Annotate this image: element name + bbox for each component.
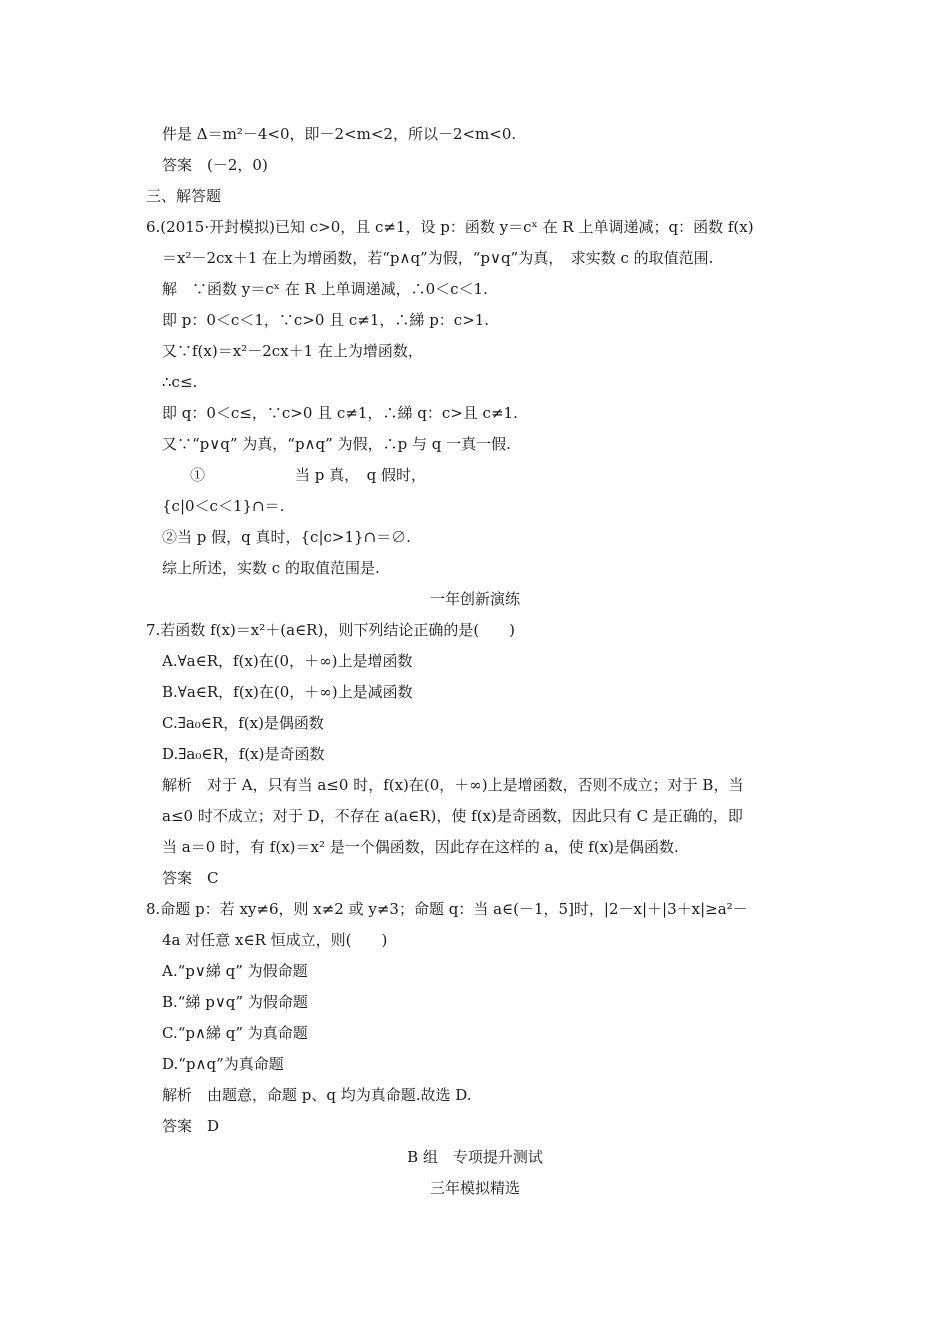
question-7-analysis-line-2: a≤0 时不成立；对于 D，不存在 a(a∈R)，使 f(x)是奇函数，因此只有 C 是正确的，即 bbox=[162, 807, 743, 825]
solution-6-conclusion: 综上所述，实数 c 的取值范围是. bbox=[162, 559, 380, 577]
solution-6-line-4: ∴c≤. bbox=[162, 373, 198, 391]
solution-6-case-1-set: {c|0＜c＜1}∩＝. bbox=[162, 497, 285, 515]
question-8-option-a: A.“p∨綈 q” 为假命题 bbox=[162, 962, 308, 980]
question-7-option-a: A.∀a∈R，f(x)在(0，＋∞)上是增函数 bbox=[162, 652, 413, 670]
question-7-analysis-line-3: 当 a＝0 时，有 f(x)＝x² 是一个偶函数，因此存在这样的 a，使 f(x)是偶函数. bbox=[162, 838, 679, 856]
question-6-line-1: 6.(2015·开封模拟)已知 c>0，且 c≠1，设 p：函数 y＝cˣ 在 R 上单调递减；q：函数 f(x) bbox=[146, 218, 754, 236]
question-8-option-c: C.“p∧綈 q” 为真命题 bbox=[162, 1024, 308, 1042]
question-8-option-d: D.“p∧q”为真命题 bbox=[162, 1055, 284, 1073]
section-title-three-year: 三年模拟精选 bbox=[429, 1179, 520, 1197]
question-8-stem-line-1: 8.命题 p：若 xy≠6，则 x≠2 或 y≠3；命题 q：当 a∈(－1，5]时，|2－x|＋|3＋x|≥a²－ bbox=[146, 900, 748, 918]
question-7-option-b: B.∀a∈R，f(x)在(0，＋∞)上是减函数 bbox=[162, 683, 413, 701]
solution-6-case-2: ②当 p 假，q 真时，{c|c>1}∩＝∅. bbox=[162, 528, 411, 546]
section-title-innovation: 一年创新演练 bbox=[429, 590, 520, 608]
question-7-answer: 答案 C bbox=[162, 869, 219, 887]
solution-6-case-1: ① 当 p 真， q 假时， bbox=[190, 466, 427, 484]
question-6-line-2: ＝x²－2cx＋1 在上为增函数，若“p∧q”为假，“p∨q”为真， 求实数 c 的取值范围. bbox=[162, 249, 714, 267]
question-7-analysis-line-1: 解析 对于 A，只有当 a≤0 时，f(x)在(0，＋∞)上是增函数，否则不成立；对于 B，当 bbox=[162, 776, 744, 794]
question-7-option-d: D.∃a₀∈R，f(x)是奇函数 bbox=[162, 745, 325, 763]
solution-6-line-6: 又∵“p∨q” 为真，“p∧q” 为假，∴p 与 q 一真一假. bbox=[162, 435, 511, 453]
section-heading-answers: 三、解答题 bbox=[146, 187, 222, 205]
solution-6-line-5: 即 q：0＜c≤，∵c>0 且 c≠1，∴綈 q：c>且 c≠1. bbox=[162, 404, 518, 422]
group-b-title: B 组 专项提升测试 bbox=[407, 1148, 543, 1166]
question-7-stem: 7.若函数 f(x)＝x²＋(a∈R)，则下列结论正确的是( ) bbox=[146, 621, 516, 639]
question-8-stem-line-2: 4a 对任意 x∈R 恒成立，则( ) bbox=[162, 931, 388, 949]
solution-6-line-3: 又∵f(x)＝x²－2cx＋1 在上为增函数， bbox=[162, 342, 423, 360]
question-8-option-b: B.“綈 p∨q” 为假命题 bbox=[162, 993, 308, 1011]
answer-5: 答案 (－2，0) bbox=[162, 156, 268, 174]
solution-condition-line: 件是 Δ＝m²－4<0，即－2<m<2，所以－2<m<0. bbox=[162, 125, 517, 143]
question-8-answer: 答案 D bbox=[162, 1117, 220, 1135]
question-8-analysis: 解析 由题意，命题 p、q 均为真命题.故选 D. bbox=[162, 1086, 472, 1104]
question-7-option-c: C.∃a₀∈R，f(x)是偶函数 bbox=[162, 714, 324, 732]
solution-6-line-1: 解 ∵函数 y＝cˣ 在 R 上单调递减，∴0＜c＜1. bbox=[162, 280, 488, 298]
solution-6-line-2: 即 p：0＜c＜1，∵c>0 且 c≠1，∴綈 p：c>1. bbox=[162, 311, 490, 329]
